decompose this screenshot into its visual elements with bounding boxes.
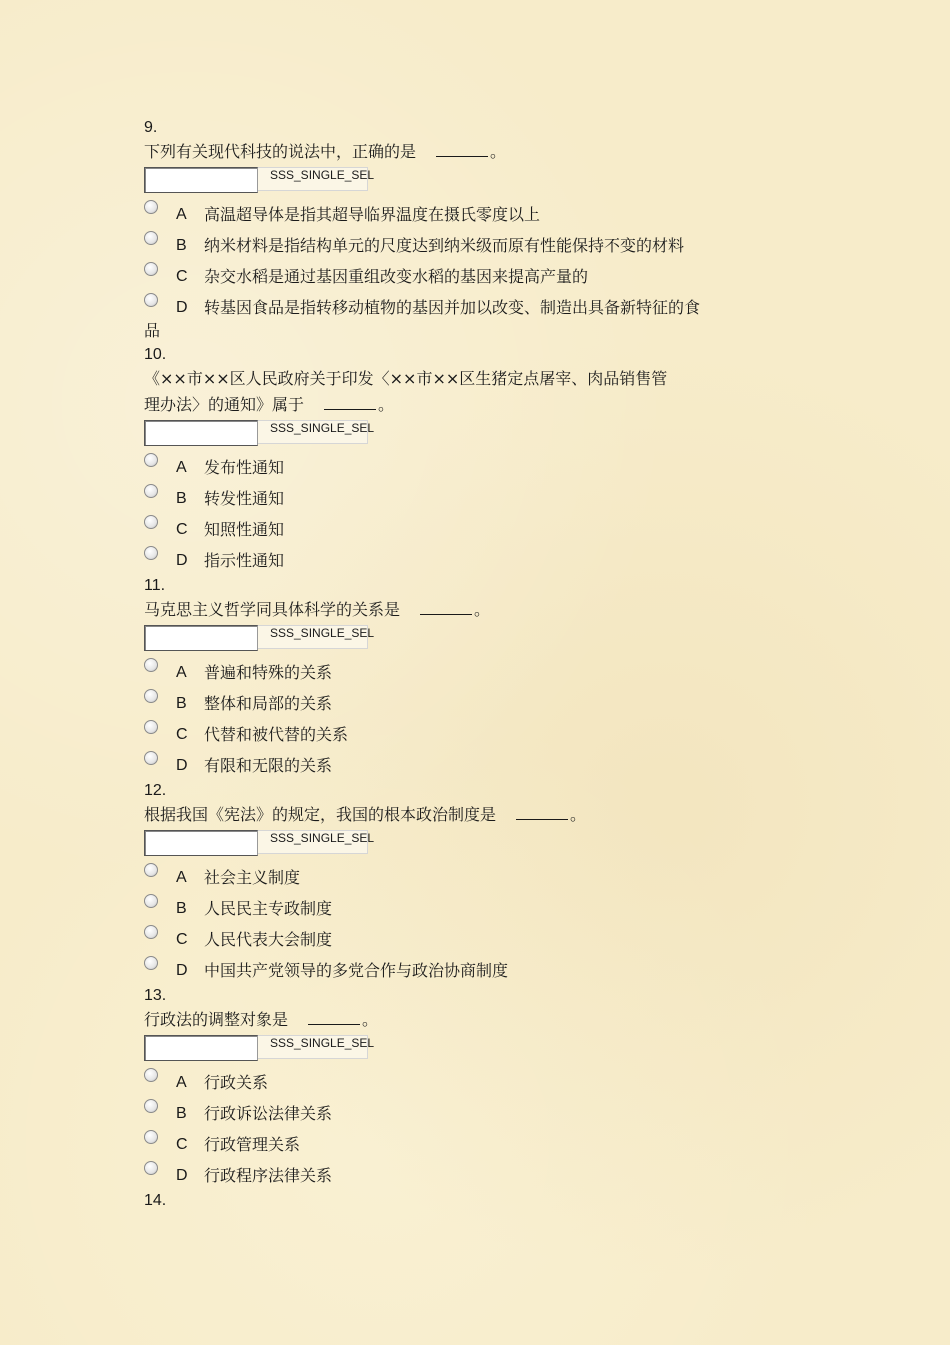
question-12 bbox=[144, 780, 784, 986]
question-10 bbox=[144, 344, 784, 576]
question-type-label: SSS_SINGLE_SEL bbox=[258, 167, 368, 191]
answer-input[interactable] bbox=[144, 625, 258, 651]
option-c[interactable]: C 知照性通知 bbox=[144, 514, 784, 545]
option-b[interactable]: B 转发性通知 bbox=[144, 483, 784, 514]
exam-page bbox=[144, 118, 784, 1212]
radio-button[interactable] bbox=[144, 453, 158, 467]
question-type-label: SSS_SINGLE_SEL bbox=[258, 830, 368, 854]
option-a[interactable]: A 发布性通知 bbox=[144, 452, 784, 483]
radio-button[interactable] bbox=[144, 720, 158, 734]
option-d[interactable]: D 转基因食品是指转移动植物的基因并加以改变、制造出具备新特征的食 bbox=[144, 292, 784, 323]
radio-button[interactable] bbox=[144, 658, 158, 672]
question-number: 13. bbox=[144, 987, 167, 1004]
option-b[interactable]: B 整体和局部的关系 bbox=[144, 688, 784, 719]
option-c[interactable]: C 行政管理关系 bbox=[144, 1129, 784, 1160]
question-text: 马克思主义哲学同具体科学的关系是 。 bbox=[144, 600, 491, 619]
answer-blank bbox=[324, 395, 376, 410]
answer-row bbox=[144, 625, 784, 653]
answer-row bbox=[144, 1035, 784, 1063]
option-a[interactable]: A 社会主义制度 bbox=[144, 862, 784, 893]
question-number: 11. bbox=[144, 577, 166, 594]
option-d[interactable]: D 中国共产党领导的多党合作与政治协商制度 bbox=[144, 955, 784, 986]
question-text-line2: 理办法〉的通知》属于 。 bbox=[144, 395, 395, 414]
question-text: 下列有关现代科技的说法中，正确的是 。 bbox=[144, 142, 507, 161]
option-d[interactable]: D 有限和无限的关系 bbox=[144, 750, 784, 781]
question-text: 根据我国《宪法》的规定，我国的根本政治制度是 。 bbox=[144, 805, 587, 824]
radio-button[interactable] bbox=[144, 484, 158, 498]
option-a[interactable]: A 高温超导体是指其超导临界温度在摄氏零度以上 bbox=[144, 199, 784, 230]
option-d-continuation: 品 bbox=[144, 321, 161, 340]
answer-row bbox=[144, 420, 784, 448]
answer-input[interactable] bbox=[144, 167, 258, 193]
radio-button[interactable] bbox=[144, 1068, 158, 1082]
radio-button[interactable] bbox=[144, 1161, 158, 1175]
question-9 bbox=[144, 117, 784, 343]
radio-button[interactable] bbox=[144, 515, 158, 529]
answer-input[interactable] bbox=[144, 830, 258, 856]
option-c[interactable]: C 杂交水稻是通过基因重组改变水稻的基因来提高产量的 bbox=[144, 261, 784, 292]
option-d[interactable]: D 指示性通知 bbox=[144, 545, 784, 576]
radio-button[interactable] bbox=[144, 956, 158, 970]
answer-blank bbox=[516, 805, 568, 820]
question-type-label: SSS_SINGLE_SEL bbox=[258, 1035, 368, 1059]
option-b[interactable]: B 行政诉讼法律关系 bbox=[144, 1098, 784, 1129]
answer-blank bbox=[420, 600, 472, 615]
option-c[interactable]: C 代替和被代替的关系 bbox=[144, 719, 784, 750]
answer-input[interactable] bbox=[144, 1035, 258, 1061]
answer-input[interactable] bbox=[144, 420, 258, 446]
radio-button[interactable] bbox=[144, 925, 158, 939]
radio-button[interactable] bbox=[144, 231, 158, 245]
question-11 bbox=[144, 575, 784, 781]
option-a[interactable]: A 普遍和特殊的关系 bbox=[144, 657, 784, 688]
radio-button[interactable] bbox=[144, 1099, 158, 1113]
question-number: 9. bbox=[144, 119, 158, 136]
radio-button[interactable] bbox=[144, 689, 158, 703]
answer-blank bbox=[308, 1010, 360, 1025]
radio-button[interactable] bbox=[144, 751, 158, 765]
answer-blank bbox=[436, 142, 488, 157]
question-type-label: SSS_SINGLE_SEL bbox=[258, 420, 368, 444]
option-a[interactable]: A 行政关系 bbox=[144, 1067, 784, 1098]
radio-button[interactable] bbox=[144, 293, 158, 307]
question-13 bbox=[144, 985, 784, 1191]
question-text: 行政法的调整对象是 。 bbox=[144, 1010, 379, 1029]
radio-button[interactable] bbox=[144, 262, 158, 276]
option-d[interactable]: D 行政程序法律关系 bbox=[144, 1160, 784, 1191]
option-c[interactable]: C 人民代表大会制度 bbox=[144, 924, 784, 955]
question-type-label: SSS_SINGLE_SEL bbox=[258, 625, 368, 649]
radio-button[interactable] bbox=[144, 1130, 158, 1144]
question-number: 10. bbox=[144, 346, 167, 363]
radio-button[interactable] bbox=[144, 200, 158, 214]
answer-row bbox=[144, 167, 784, 195]
option-b[interactable]: B 纳米材料是指结构单元的尺度达到纳米级而原有性能保持不变的材料 bbox=[144, 230, 784, 261]
question-number: 14. bbox=[144, 1192, 167, 1209]
option-b[interactable]: B 人民民主专政制度 bbox=[144, 893, 784, 924]
question-14 bbox=[144, 1190, 784, 1212]
radio-button[interactable] bbox=[144, 546, 158, 560]
answer-row bbox=[144, 830, 784, 858]
question-text-line1: 《××市××区人民政府关于印发〈××市××区生猪定点屠宰、肉品销售管 bbox=[144, 369, 668, 388]
radio-button[interactable] bbox=[144, 863, 158, 877]
radio-button[interactable] bbox=[144, 894, 158, 908]
question-number: 12. bbox=[144, 782, 167, 799]
